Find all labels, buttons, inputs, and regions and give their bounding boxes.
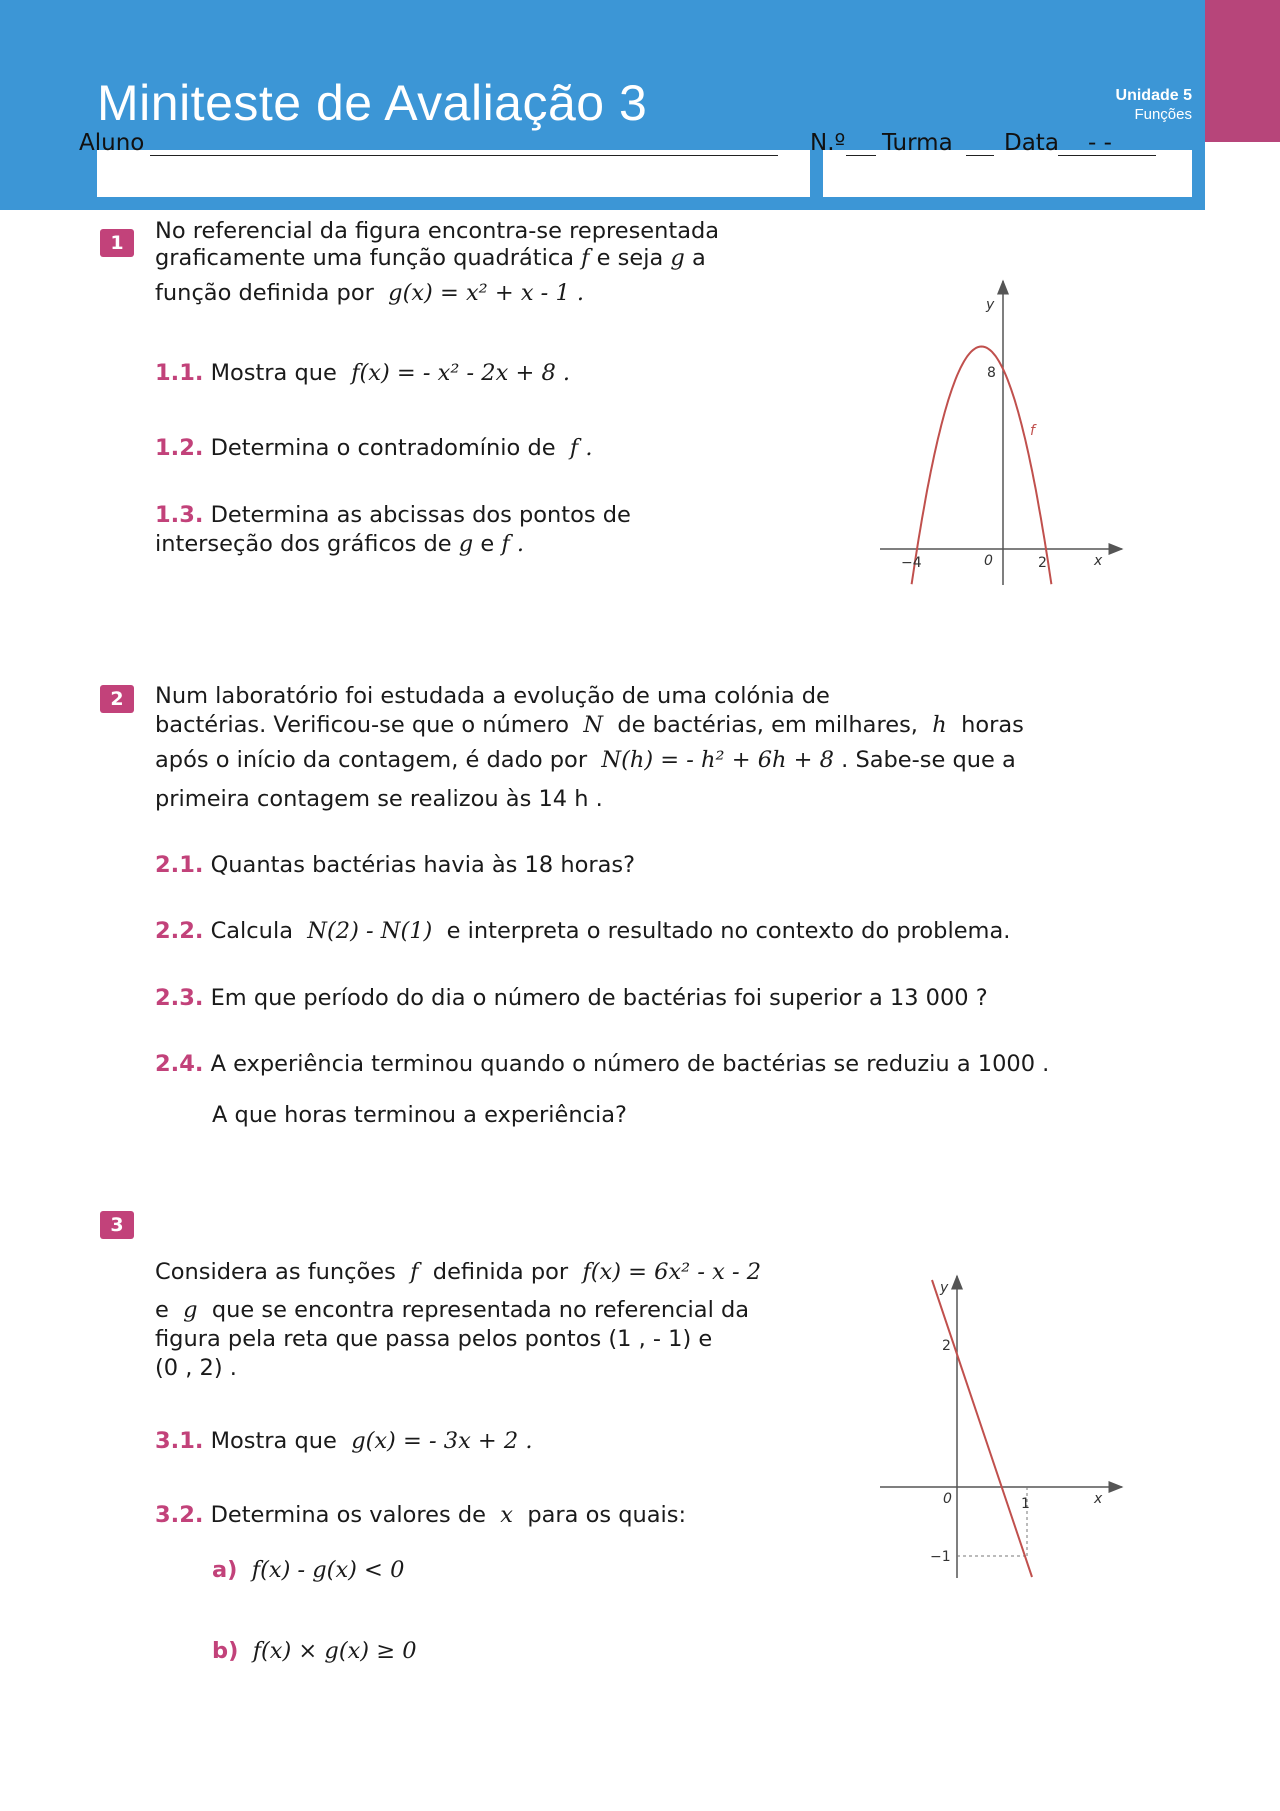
q1-text: função definida por — [155, 280, 374, 306]
q2-intro-line2 — [155, 711, 1024, 740]
q3-intro-line2 — [155, 1296, 749, 1325]
q3-text: e — [155, 1297, 169, 1323]
f-curve-label: f — [1030, 423, 1035, 439]
q1-3-var-g: g — [458, 531, 474, 557]
q3-var-f: f — [410, 1259, 419, 1285]
date-label: Data — [1004, 130, 1059, 156]
q2-4-text2: A que horas terminou a experiência? — [212, 1102, 627, 1128]
q1-1-expression: f(x) = - x² - 2x + 8 . — [351, 360, 571, 386]
y-axis-label: y — [986, 297, 995, 313]
question-1-badge: 1 — [100, 229, 134, 257]
q1-var-g: g — [670, 245, 685, 271]
unit-topic: Funções — [1134, 106, 1192, 123]
q2-2 — [155, 917, 1010, 946]
tick-2: 2 — [942, 1338, 951, 1354]
tick-minus4: −4 — [901, 555, 922, 571]
q2-intro-line4: primeira contagem se realizou às 14 h . — [155, 786, 603, 812]
tick-2: 2 — [1038, 555, 1047, 571]
student-info-box[interactable] — [823, 150, 1192, 197]
q3-1-expression: g(x) = - 3x + 2 . — [351, 1428, 533, 1454]
q2-4 — [155, 1050, 1049, 1079]
q1-text: graficamente uma função quadrática — [155, 245, 575, 271]
q2-text: após o início da contagem, é dado por — [155, 747, 588, 773]
q1-intro-line2 — [155, 244, 706, 273]
q3-1 — [155, 1427, 533, 1456]
q3-text: Considera as funções — [155, 1259, 396, 1285]
tick-0: 0 — [984, 553, 993, 569]
q2-3-number: 2.3. — [155, 985, 204, 1011]
q2-2-text: Calcula — [210, 918, 293, 944]
tick-minus1: −1 — [930, 1549, 951, 1565]
q2-text: bactérias. Verificou-se que o número — [155, 712, 570, 738]
unit-label — [1116, 86, 1192, 124]
q1-2-expression: f . — [569, 435, 593, 461]
q2-text: horas — [961, 712, 1024, 738]
q3-line-graph — [870, 1270, 1130, 1590]
q1-1-text: Mostra que — [210, 360, 337, 386]
class-line[interactable] — [966, 155, 994, 156]
q3-f-definition: f(x) = 6x² - x - 2 — [582, 1259, 762, 1285]
x-axis-label: x — [1094, 1491, 1103, 1507]
q2-4-text: A experiência terminou quando o número de bactérias se reduziu a 1000 . — [210, 1051, 1050, 1077]
q3-2 — [155, 1501, 686, 1530]
q1-intro-line1: No referencial da figura encontra-se representada — [155, 218, 720, 244]
q3-intro-line1 — [155, 1258, 761, 1287]
q3-var-g: g — [183, 1297, 198, 1323]
q1-2-number: 1.2. — [155, 435, 204, 461]
q3-text: definida por — [432, 1259, 569, 1285]
q3-2-a — [212, 1556, 404, 1585]
q3-intro-line3: figura pela reta que passa pelos pontos (1 , - 1) e — [155, 1326, 713, 1352]
q2-intro-line1: Num laboratório foi estudada a evolução de uma colónia de — [155, 683, 830, 709]
q3-2-a-expression: f(x) - g(x) < 0 — [251, 1557, 405, 1583]
q1-text: e seja — [596, 245, 664, 271]
q3-2-b-label: b) — [212, 1638, 239, 1664]
q3-2-number: 3.2. — [155, 1502, 204, 1528]
q1-var-f: f — [581, 245, 590, 271]
class-label: Turma — [882, 130, 953, 156]
q2-2-expression: N(2) - N(1) — [307, 918, 433, 944]
q3-1-text: Mostra que — [210, 1428, 337, 1454]
q2-text: . Sabe-se que a — [841, 747, 1016, 773]
page-title: Miniteste de Avaliação 3 — [97, 75, 648, 131]
tick-1: 1 — [1021, 1496, 1030, 1512]
q3-2-var-x: x — [500, 1502, 513, 1528]
student-name-line[interactable] — [150, 155, 778, 156]
q3-2-b — [212, 1637, 417, 1666]
student-name-box[interactable] — [97, 150, 810, 197]
q3-intro-line4: (0 , 2) . — [155, 1355, 237, 1381]
q2-3-text: Em que período do dia o número de bactérias foi superior a 13 000 ? — [210, 985, 988, 1011]
q1-intro-line3 — [155, 279, 584, 308]
q2-1 — [155, 851, 635, 880]
number-line[interactable] — [846, 155, 876, 156]
q2-N-definition: N(h) = - h² + 6h + 8 — [601, 747, 834, 773]
date-line[interactable] — [1058, 155, 1156, 156]
q1-1 — [155, 359, 570, 388]
q3-2-a-label: a) — [212, 1557, 238, 1583]
q1-3-var-f: f . — [501, 531, 524, 557]
y-axis-label: y — [940, 1280, 949, 1296]
q3-2-text: Determina os valores de — [210, 1502, 486, 1528]
q1-parabola-graph — [870, 275, 1130, 595]
q1-2-text: Determina o contradomínio de — [210, 435, 556, 461]
q2-intro-line3 — [155, 746, 1016, 775]
q3-1-number: 3.1. — [155, 1428, 204, 1454]
q2-3 — [155, 984, 988, 1013]
q3-2-text: para os quais: — [527, 1502, 687, 1528]
q1-3-text: interseção dos gráficos de — [155, 531, 452, 557]
q2-4-number: 2.4. — [155, 1051, 204, 1077]
student-label: Aluno — [79, 130, 145, 156]
q1-text: a — [691, 245, 706, 271]
q2-2-number: 2.2. — [155, 918, 204, 944]
q1-3-text: e — [480, 531, 495, 557]
q1-3-text: Determina as abcissas dos pontos de — [210, 502, 631, 528]
number-label: N.º — [810, 130, 846, 156]
date-separators: - - — [1088, 130, 1112, 156]
q1-2 — [155, 434, 593, 463]
tick-0: 0 — [943, 1491, 952, 1507]
question-3-badge: 3 — [100, 1211, 134, 1239]
unit-number: Unidade 5 — [1115, 87, 1192, 104]
question-2-badge: 2 — [100, 685, 134, 713]
q2-2-text: e interpreta o resultado no contexto do problema. — [446, 918, 1011, 944]
q1-g-definition: g(x) = x² + x - 1 . — [388, 280, 585, 306]
q1-3 — [155, 501, 631, 559]
q1-3-number: 1.3. — [155, 502, 204, 528]
tick-8: 8 — [987, 365, 996, 381]
g-line — [932, 1280, 1032, 1577]
q2-text: de bactérias, em milhares, — [617, 712, 918, 738]
q3-2-b-expression: f(x) × g(x) ≥ 0 — [252, 1638, 417, 1664]
q2-1-number: 2.1. — [155, 852, 204, 878]
q3-text: que se encontra representada no referencial da — [211, 1297, 750, 1323]
q2-var-N: N — [583, 712, 604, 738]
x-axis-label: x — [1094, 553, 1103, 569]
q2-var-h: h — [932, 712, 947, 738]
unit-tab — [1205, 0, 1280, 142]
q2-1-text: Quantas bactérias havia às 18 horas? — [210, 852, 636, 878]
q1-1-number: 1.1. — [155, 360, 204, 386]
